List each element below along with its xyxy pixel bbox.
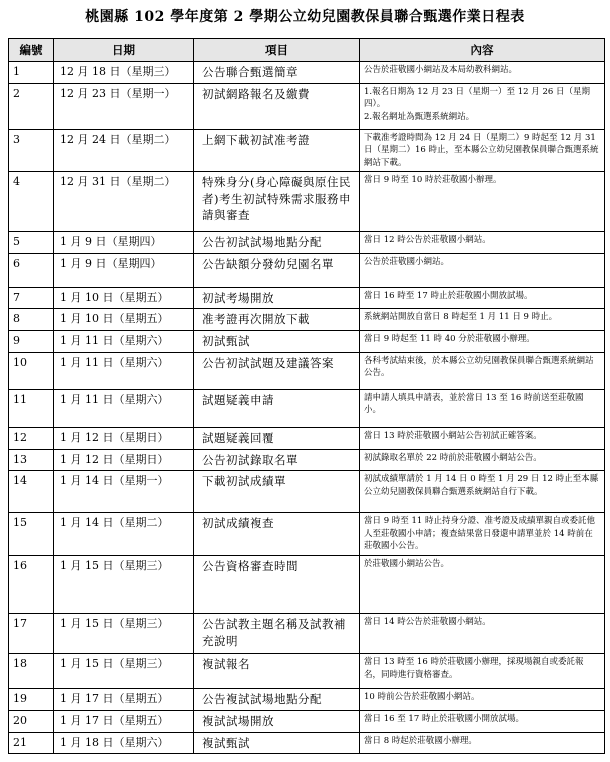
table-row xyxy=(9,130,605,172)
row-content: 當日 12 時公告於莊敬國小網站。 xyxy=(360,232,605,254)
table-row xyxy=(9,331,605,353)
table-row xyxy=(9,513,605,556)
row-number: 14 xyxy=(9,471,54,513)
row-number: 13 xyxy=(9,449,54,471)
row-number: 20 xyxy=(9,711,54,733)
row-content: 各科考試結束後，於本縣公立幼兒園教保員聯合甄選系統網站公告。 xyxy=(360,352,605,389)
row-item: 初試成績複查 xyxy=(194,513,360,556)
table-row xyxy=(9,654,605,689)
row-content: 初試錄取名單於 22 時前於莊敬國小網站公告。 xyxy=(360,449,605,471)
row-content: 當日 13 時至 16 時於莊敬國小辦理，採現場親自或委託報名，同時進行資格審查。 xyxy=(360,654,605,689)
row-date: 1 月 15 日（星期三） xyxy=(54,556,194,614)
row-item: 公告試教主題名稱及試教補充說明 xyxy=(194,614,360,654)
row-number: 5 xyxy=(9,232,54,254)
table-row xyxy=(9,614,605,654)
table-row xyxy=(9,84,605,130)
row-content: 當日 14 時公告於莊敬國小網站。 xyxy=(360,614,605,654)
row-item: 初試考場開放 xyxy=(194,287,360,309)
row-date: 1 月 11 日（星期六） xyxy=(54,331,194,353)
row-date: 1 月 11 日（星期六） xyxy=(54,389,194,427)
row-item: 公告缺額分發幼兒園名單 xyxy=(194,253,360,287)
row-date: 1 月 12 日（星期日） xyxy=(54,427,194,449)
row-number: 19 xyxy=(9,689,54,711)
header-date: 日期 xyxy=(54,39,194,62)
header-content: 內容 xyxy=(360,39,605,62)
row-date: 12 月 23 日（星期一） xyxy=(54,84,194,130)
schedule-table xyxy=(8,38,605,754)
row-date: 1 月 15 日（星期三） xyxy=(54,654,194,689)
row-date: 12 月 24 日（星期二） xyxy=(54,130,194,172)
table-row xyxy=(9,711,605,733)
row-number: 10 xyxy=(9,352,54,389)
row-content: 10 時前公告於莊敬國小網站。 xyxy=(360,689,605,711)
row-number: 7 xyxy=(9,287,54,309)
row-content: 系統網站開放自當日 8 時起至 1 月 11 日 9 時止。 xyxy=(360,309,605,331)
row-date: 1 月 17 日（星期五） xyxy=(54,689,194,711)
row-date: 12 月 18 日（星期三） xyxy=(54,62,194,84)
row-item: 上網下載初試准考證 xyxy=(194,130,360,172)
row-content: 當日 16 至 17 時止於莊敬國小開放試場。 xyxy=(360,711,605,733)
row-item: 複試甄試 xyxy=(194,732,360,754)
row-content: 公告於莊敬國小網站及本局幼教科網站。 xyxy=(360,62,605,84)
row-number: 6 xyxy=(9,253,54,287)
row-number: 1 xyxy=(9,62,54,84)
row-number: 21 xyxy=(9,732,54,754)
table-row xyxy=(9,352,605,389)
row-content: 下載准考證時間為 12 月 24 日（星期二）9 時起至 12 月 31 日（星期二）16 時止，至本縣公立幼兒園教保員聯合甄選系統網站下載。 xyxy=(360,130,605,172)
row-item: 特殊身分(身心障礙與原住民者)考生初試特殊需求服務申請與審查 xyxy=(194,172,360,232)
row-item: 試題疑義申請 xyxy=(194,389,360,427)
table-row xyxy=(9,449,605,471)
table-row xyxy=(9,389,605,427)
table-row xyxy=(9,732,605,754)
row-number: 16 xyxy=(9,556,54,614)
row-content: 於莊敬國小網站公告。 xyxy=(360,556,605,614)
header-row xyxy=(9,39,605,62)
row-date: 1 月 10 日（星期五） xyxy=(54,309,194,331)
row-item: 初試網路報名及繳費 xyxy=(194,84,360,130)
row-date: 1 月 15 日（星期三） xyxy=(54,614,194,654)
row-date: 1 月 12 日（星期日） xyxy=(54,449,194,471)
row-item: 複試報名 xyxy=(194,654,360,689)
row-item: 公告初試錄取名單 xyxy=(194,449,360,471)
row-content: 當日 13 時於莊敬國小網站公告初試正確答案。 xyxy=(360,427,605,449)
row-date: 1 月 18 日（星期六） xyxy=(54,732,194,754)
row-item: 複試試場開放 xyxy=(194,711,360,733)
row-content: 當日 9 時至 10 時於莊敬國小辦理。 xyxy=(360,172,605,232)
table-row xyxy=(9,253,605,287)
row-content: 當日 9 時至 11 時止持身分證、准考證及成績單親自或委託他人至莊敬國小申請；複查結果當日發還申請單並於 14 時前在莊敬國小公告。 xyxy=(360,513,605,556)
table-row xyxy=(9,309,605,331)
row-content: 當日 8 時起於莊敬國小辦理。 xyxy=(360,732,605,754)
row-item: 公告資格審查時間 xyxy=(194,556,360,614)
row-content: 當日 16 時至 17 時止於莊敬國小開放試場。 xyxy=(360,287,605,309)
row-number: 17 xyxy=(9,614,54,654)
row-date: 12 月 31 日（星期二） xyxy=(54,172,194,232)
row-content: 初試成績單請於 1 月 14 日 0 時至 1 月 29 日 12 時止至本縣公立幼兒園教保員聯合甄選系統網站自行下載。 xyxy=(360,471,605,513)
row-date: 1 月 17 日（星期五） xyxy=(54,711,194,733)
row-item: 公告聯合甄選簡章 xyxy=(194,62,360,84)
row-date: 1 月 9 日（星期四） xyxy=(54,232,194,254)
table-row xyxy=(9,232,605,254)
row-number: 15 xyxy=(9,513,54,556)
row-item: 公告初試試題及建議答案 xyxy=(194,352,360,389)
row-content: 1.報名日期為 12 月 23 日（星期一）至 12 月 26 日（星期四）。 2.報名網址為甄選系統網站。 xyxy=(360,84,605,130)
header-number: 編號 xyxy=(9,39,54,62)
table-row xyxy=(9,172,605,232)
table-row xyxy=(9,287,605,309)
row-date: 1 月 10 日（星期五） xyxy=(54,287,194,309)
row-number: 12 xyxy=(9,427,54,449)
row-date: 1 月 14 日（星期二） xyxy=(54,513,194,556)
row-number: 8 xyxy=(9,309,54,331)
row-item: 初試甄試 xyxy=(194,331,360,353)
table-row xyxy=(9,471,605,513)
row-date: 1 月 9 日（星期四） xyxy=(54,253,194,287)
row-number: 18 xyxy=(9,654,54,689)
row-date: 1 月 11 日（星期六） xyxy=(54,352,194,389)
row-content: 請申請人填具申請表，並於當日 13 至 16 時前送至莊敬國小。 xyxy=(360,389,605,427)
row-item: 公告初試試場地點分配 xyxy=(194,232,360,254)
row-item: 試題疑義回覆 xyxy=(194,427,360,449)
row-content: 公告於莊敬國小網站。 xyxy=(360,253,605,287)
table-row xyxy=(9,427,605,449)
table-row xyxy=(9,689,605,711)
page-title: 桃園縣 102 學年度第 2 學期公立幼兒園教保員聯合甄選作業日程表 xyxy=(85,9,525,25)
header-item: 項目 xyxy=(194,39,360,62)
table-row xyxy=(9,556,605,614)
row-date: 1 月 14 日（星期一） xyxy=(54,471,194,513)
row-number: 2 xyxy=(9,84,54,130)
row-number: 4 xyxy=(9,172,54,232)
row-number: 3 xyxy=(9,130,54,172)
row-number: 11 xyxy=(9,389,54,427)
row-number: 9 xyxy=(9,331,54,353)
table-row xyxy=(9,62,605,84)
row-item: 公告複試試場地點分配 xyxy=(194,689,360,711)
row-content: 當日 9 時起至 11 時 40 分於莊敬國小辦理。 xyxy=(360,331,605,353)
row-item: 下載初試成績單 xyxy=(194,471,360,513)
row-item: 准考證再次開放下載 xyxy=(194,309,360,331)
